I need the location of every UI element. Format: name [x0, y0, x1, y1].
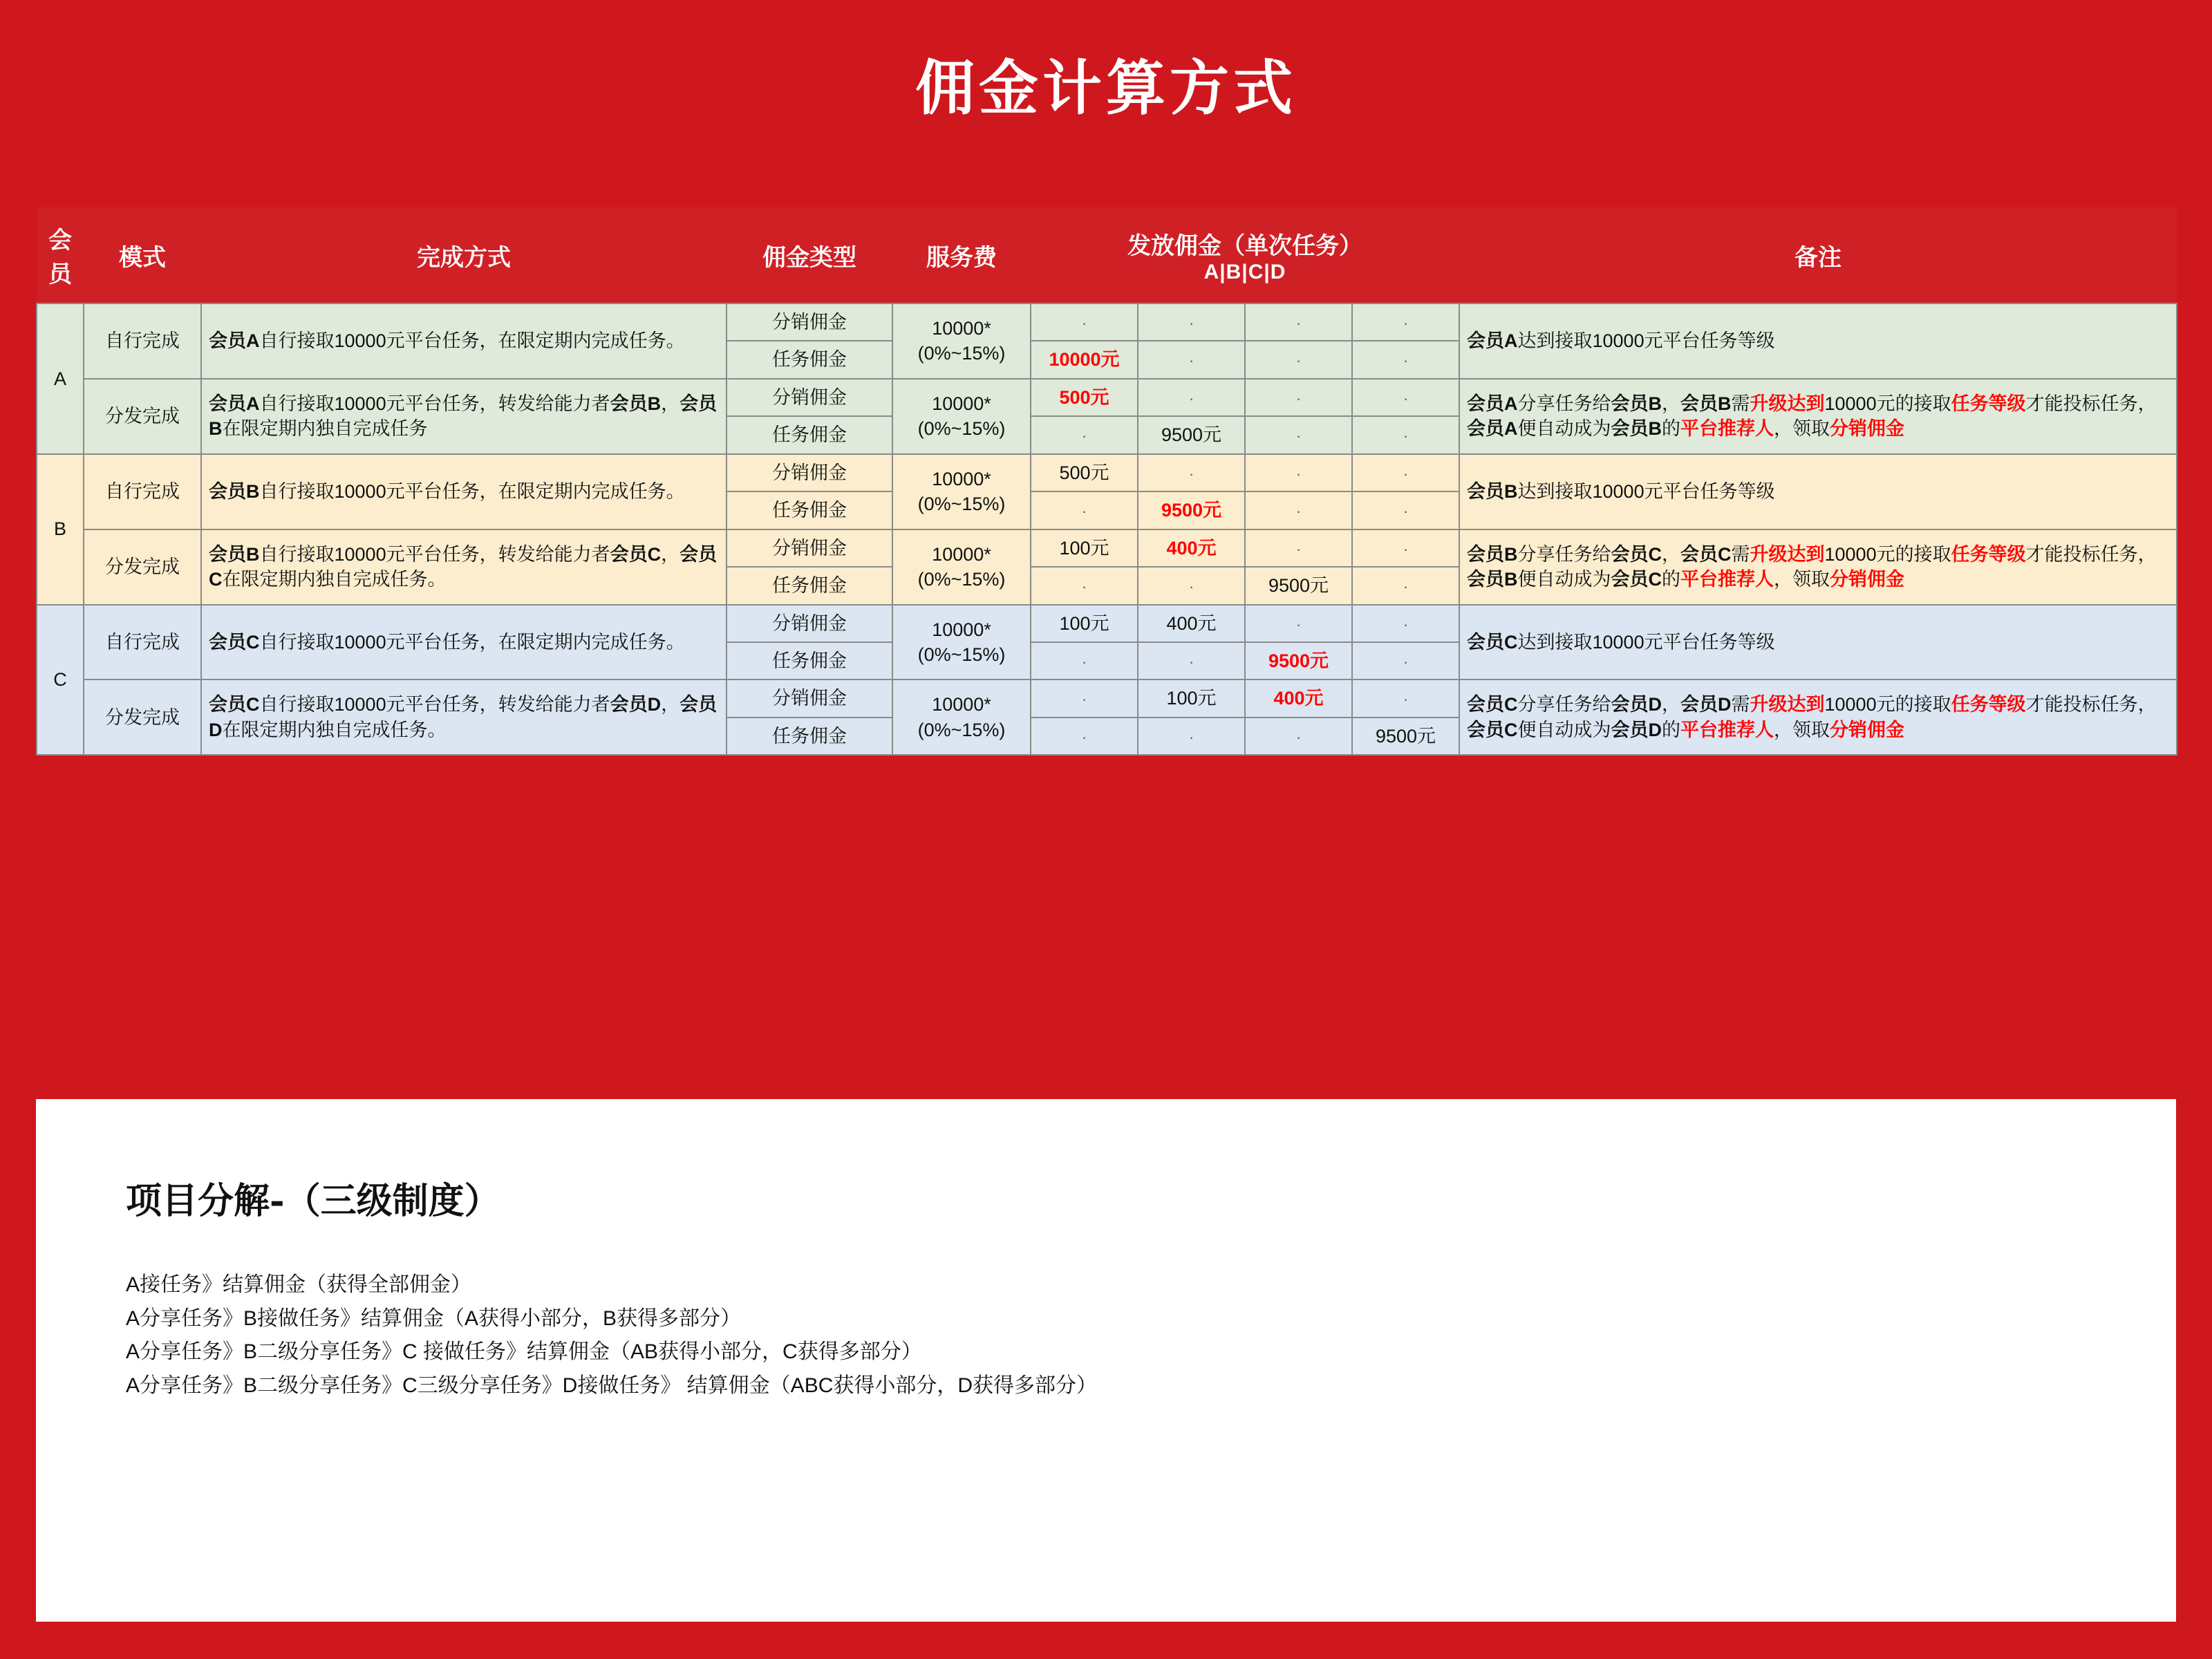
flow-list [126, 1268, 1097, 1403]
cell-mode: 自行完成 [84, 303, 201, 379]
header-payout-sub: A|B|C|D [1203, 260, 1286, 283]
cell-payout-c: · [1245, 303, 1352, 341]
cell-payout-d: · [1352, 454, 1459, 491]
cell-mode: 自行完成 [84, 454, 201, 529]
commission-table-wrapper [36, 207, 2176, 756]
cell-payout-c: · [1245, 718, 1352, 755]
cell-member: A [37, 303, 84, 454]
cell-note: 会员A达到接取10000元平台任务等级 [1459, 303, 2177, 379]
cell-commission-type: 任务佣金 [727, 567, 892, 604]
cell-payout-a: 500元 [1031, 454, 1138, 491]
cell-payout-d: · [1352, 379, 1459, 416]
cell-payout-c: · [1245, 341, 1352, 378]
cell-method: 会员C自行接取10000元平台任务，转发给能力者会员D，会员D在限定期内独自完成任务。 [201, 679, 727, 755]
cell-payout-b: 400元 [1138, 605, 1245, 642]
cell-payout-c: 9500元 [1245, 567, 1352, 604]
cell-payout-a: 100元 [1031, 529, 1138, 567]
cell-payout-a: · [1031, 718, 1138, 755]
cell-method: 会员B自行接取10000元平台任务，转发给能力者会员C，会员C在限定期内独自完成任务。 [201, 529, 727, 605]
cell-payout-c: · [1245, 529, 1352, 567]
table-row [37, 303, 2177, 341]
table-row [37, 679, 2177, 717]
cell-payout-c: · [1245, 454, 1352, 491]
cell-service-fee: 10000* (0%~15%) [892, 679, 1031, 755]
cell-payout-a: · [1031, 491, 1138, 529]
cell-mode: 分发完成 [84, 529, 201, 605]
cell-payout-b: 400元 [1138, 529, 1245, 567]
cell-commission-type: 任务佣金 [727, 416, 892, 453]
cell-payout-b: · [1138, 718, 1245, 755]
cell-mode: 分发完成 [84, 379, 201, 454]
cell-commission-type: 分销佣金 [727, 454, 892, 491]
cell-payout-b: · [1138, 341, 1245, 378]
cell-commission-type: 分销佣金 [727, 303, 892, 341]
header-commission-type: 佣金类型 [727, 207, 892, 303]
cell-service-fee: 10000* (0%~15%) [892, 379, 1031, 454]
table-row [37, 529, 2177, 567]
cell-payout-b: 100元 [1138, 679, 1245, 717]
cell-commission-type: 任务佣金 [727, 718, 892, 755]
cell-payout-d: · [1352, 341, 1459, 378]
cell-commission-type: 分销佣金 [727, 529, 892, 567]
cell-payout-c: · [1245, 379, 1352, 416]
cell-method: 会员A自行接取10000元平台任务，在限定期内完成任务。 [201, 303, 727, 379]
cell-payout-a: · [1031, 679, 1138, 717]
header-mode: 模式 [84, 207, 201, 303]
cell-note: 会员C分享任务给会员D，会员D需升级达到10000元的接取任务等级才能投标任务，会员C便自动成为会员D的平台推荐人，领取分销佣金 [1459, 679, 2177, 755]
cell-commission-type: 分销佣金 [727, 679, 892, 717]
cell-payout-c: · [1245, 416, 1352, 453]
cell-payout-a: 100元 [1031, 605, 1138, 642]
flow-line: A分享任务》B接做任务》结算佣金（A获得小部分，B获得多部分） [126, 1306, 742, 1330]
cell-payout-b: 9500元 [1138, 416, 1245, 453]
header-payout-main: 发放佣金（单次任务） [1127, 232, 1362, 259]
cell-payout-b: · [1138, 303, 1245, 341]
cell-payout-d: · [1352, 491, 1459, 529]
cell-commission-type: 任务佣金 [727, 491, 892, 529]
cell-payout-d: · [1352, 605, 1459, 642]
cell-payout-d: · [1352, 642, 1459, 679]
cell-note: 会员B分享任务给会员C，会员C需升级达到10000元的接取任务等级才能投标任务，会员B便自动成为会员C的平台推荐人，领取分销佣金 [1459, 529, 2177, 605]
header-payout [1031, 207, 1459, 303]
cell-commission-type: 分销佣金 [727, 379, 892, 416]
cell-payout-d: 9500元 [1352, 718, 1459, 755]
flow-line: A接任务》结算佣金（获得全部佣金） [126, 1273, 472, 1296]
table-row [37, 454, 2177, 491]
cell-payout-d: · [1352, 529, 1459, 567]
cell-payout-d: · [1352, 303, 1459, 341]
cell-note: 会员A分享任务给会员B，会员B需升级达到10000元的接取任务等级才能投标任务，会员A便自动成为会员B的平台推荐人，领取分销佣金 [1459, 379, 2177, 454]
header-member: 会员 [37, 207, 84, 303]
commission-table [36, 207, 2177, 756]
cell-commission-type: 任务佣金 [727, 642, 892, 679]
cell-service-fee: 10000* (0%~15%) [892, 529, 1031, 605]
cell-payout-d: · [1352, 567, 1459, 604]
cell-note: 会员B达到接取10000元平台任务等级 [1459, 454, 2177, 529]
cell-payout-a: · [1031, 416, 1138, 453]
cell-mode: 自行完成 [84, 605, 201, 680]
page-title: 佣金计算方式 [915, 54, 1297, 123]
cell-service-fee: 10000* (0%~15%) [892, 605, 1031, 680]
cell-service-fee: 10000* (0%~15%) [892, 303, 1031, 379]
header-note: 备注 [1459, 207, 2177, 303]
cell-payout-c: 400元 [1245, 679, 1352, 717]
cell-payout-b: · [1138, 642, 1245, 679]
cell-method: 会员C自行接取10000元平台任务，在限定期内完成任务。 [201, 605, 727, 680]
cell-payout-a: 500元 [1031, 379, 1138, 416]
cell-payout-b: · [1138, 567, 1245, 604]
cell-payout-c: · [1245, 491, 1352, 529]
cell-commission-type: 任务佣金 [727, 341, 892, 378]
cell-payout-a: 10000元 [1031, 341, 1138, 378]
flow-line: A分享任务》B二级分享任务》C三级分享任务》D接做任务》 结算佣金（ABC获得小部分，D获得多部分） [126, 1374, 1098, 1397]
header-method: 完成方式 [201, 207, 727, 303]
section-title: 项目分解-（三级制度） [126, 1180, 500, 1222]
cell-payout-b: · [1138, 454, 1245, 491]
project-breakdown-panel [36, 1099, 2176, 1622]
cell-payout-c: 9500元 [1245, 642, 1352, 679]
cell-method: 会员A自行接取10000元平台任务，转发给能力者会员B，会员B在限定期内独自完成任务 [201, 379, 727, 454]
cell-payout-d: · [1352, 416, 1459, 453]
cell-note: 会员C达到接取10000元平台任务等级 [1459, 605, 2177, 680]
table-row [37, 605, 2177, 642]
header-service-fee: 服务费 [892, 207, 1031, 303]
cell-method: 会员B自行接取10000元平台任务，在限定期内完成任务。 [201, 454, 727, 529]
cell-payout-b: 9500元 [1138, 491, 1245, 529]
cell-mode: 分发完成 [84, 679, 201, 755]
flow-line: A分享任务》B二级分享任务》C 接做任务》结算佣金（AB获得小部分，C获得多部分） [126, 1340, 922, 1364]
cell-payout-b: · [1138, 379, 1245, 416]
commission-table-body [37, 303, 2177, 755]
cell-payout-d: · [1352, 679, 1459, 717]
cell-payout-a: · [1031, 567, 1138, 604]
table-row [37, 379, 2177, 416]
table-header-row [37, 207, 2177, 303]
cell-payout-c: · [1245, 605, 1352, 642]
cell-service-fee: 10000* (0%~15%) [892, 454, 1031, 529]
cell-member: C [37, 605, 84, 756]
cell-payout-a: · [1031, 303, 1138, 341]
cell-member: B [37, 454, 84, 605]
cell-commission-type: 分销佣金 [727, 605, 892, 642]
cell-payout-a: · [1031, 642, 1138, 679]
